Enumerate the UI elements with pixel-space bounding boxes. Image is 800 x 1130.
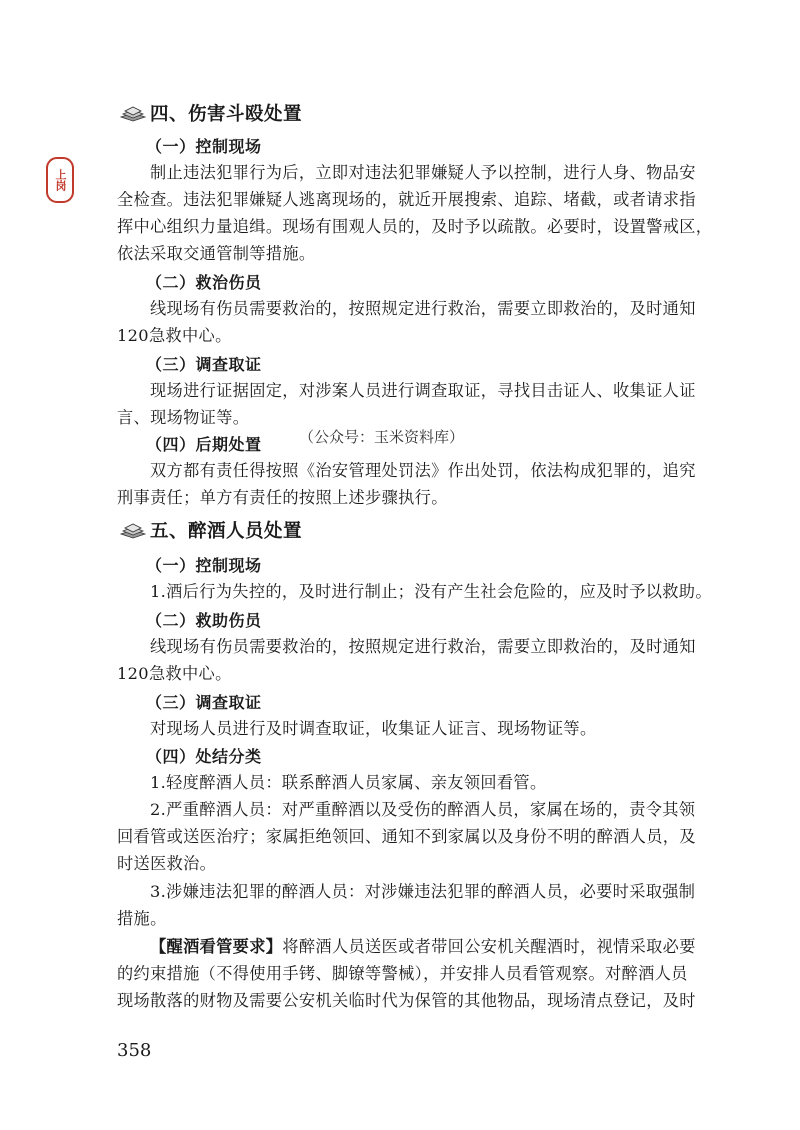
section-5-title: 五、醉酒人员处置: [150, 521, 303, 542]
section-5-requirement-line-1: [150, 933, 718, 960]
section-4-heading: [119, 100, 302, 126]
section-5-item-2-line-3: 时送医救治。: [117, 854, 217, 873]
book-stack-icon: [119, 521, 147, 539]
section-4-p1-line-4: 依法采取交通管制等措施。: [117, 244, 316, 263]
section-5-item-2-line-2: 回看管或送医治疗；家属拒绝领回、通知不到家属以及身份不明的醉酒人员，及: [117, 827, 696, 846]
section-4-p1-line-3: 挥中心组织力量追缉。现场有围观人员的，及时予以疏散。必要时，设置警戒区，: [117, 217, 713, 236]
section-4-p4-line-2: 刑事责任；单方有责任的按照上述步骤执行。: [117, 488, 448, 507]
section-5-item-2-line-1: 2.严重醉酒人员：对严重醉酒以及受伤的醉酒人员，家属在场的，责令其领: [150, 800, 696, 819]
section-5-requirement-line-3: 现场散落的财物及需要公安机关临时代为保管的其他物品，现场清点登记，及时: [117, 991, 696, 1010]
section-5-sub-1: （一）控制现场: [146, 556, 262, 575]
section-5-heading: [119, 517, 302, 543]
section-4-p2-line-1: 线现场有伤员需要救治的，按照规定进行救治，需要立即救治的，及时通知: [150, 299, 696, 318]
section-4-p3-line-1: 现场进行证据固定，对涉案人员进行调查取证，寻找目击证人、收集证人证: [150, 381, 696, 400]
section-5-item-3-line-2: 措施。: [117, 909, 167, 928]
section-5-sub-3: （三）调查取证: [146, 693, 262, 712]
section-5-item-3-line-1: 3.涉嫌违法犯罪的醉酒人员：对涉嫌违法犯罪的醉酒人员，必要时采取强制: [150, 882, 696, 901]
side-seal-stamp: [46, 157, 74, 203]
section-4-sub-2: （二）救治伤员: [146, 273, 262, 292]
section-4-sub-3: （三）调查取证: [146, 355, 262, 374]
page-number: 358: [117, 1040, 152, 1061]
section-5-p2-line-1: 线现场有伤员需要救治的，按照规定进行救治，需要立即救治的，及时通知: [150, 637, 696, 656]
side-seal-text: 上岗: [54, 169, 67, 191]
section-5-p2-line-2: 120急救中心。: [117, 664, 232, 683]
section-5-sub-4: （四）处结分类: [146, 747, 262, 766]
requirement-first-text: 将醉酒人员送医或者带回公安机关醒酒时，视情采取必要: [282, 937, 696, 956]
section-5-p3: 对现场人员进行及时调查取证，收集证人证言、现场物证等。: [150, 719, 597, 738]
section-4-p2-line-2: 120急救中心。: [117, 326, 232, 345]
section-4-title: 四、伤害斗殴处置: [150, 104, 303, 125]
section-4-sub-1: （一）控制现场: [146, 137, 262, 156]
section-5-sub-2: （二）救助伤员: [146, 611, 262, 630]
book-stack-icon: [119, 104, 147, 122]
section-5-requirement-line-2: 的约束措施（不得使用手铐、脚镣等警械），并安排人员看管观察。对醉酒人员: [117, 964, 688, 983]
watermark-text: （公众号：玉米资料库）: [299, 428, 465, 446]
section-4-p4-line-1: 双方都有责任得按照《治安管理处罚法》作出处罚，依法构成犯罪的，追究: [150, 461, 696, 480]
section-4-p3-line-2: 言、现场物证等。: [117, 408, 250, 427]
section-4-p1-line-2: 全检查。违法犯罪嫌疑人逃离现场的，就近开展搜索、追踪、堵截，或者请求指: [117, 190, 696, 209]
section-4-p1-line-1: 制止违法犯罪行为后，立即对违法犯罪嫌疑人予以控制，进行人身、物品安: [150, 163, 696, 182]
section-5-item-1: 1.轻度醉酒人员：联系醉酒人员家属、亲友领回看管。: [150, 773, 547, 792]
section-4-sub-4: （四）后期处置: [146, 435, 262, 454]
requirement-label: 【醒酒看管要求】: [150, 937, 283, 956]
section-5-p1: 1.酒后行为失控的，及时进行制止；没有产生社会危险的，应及时予以救助。: [150, 582, 712, 601]
